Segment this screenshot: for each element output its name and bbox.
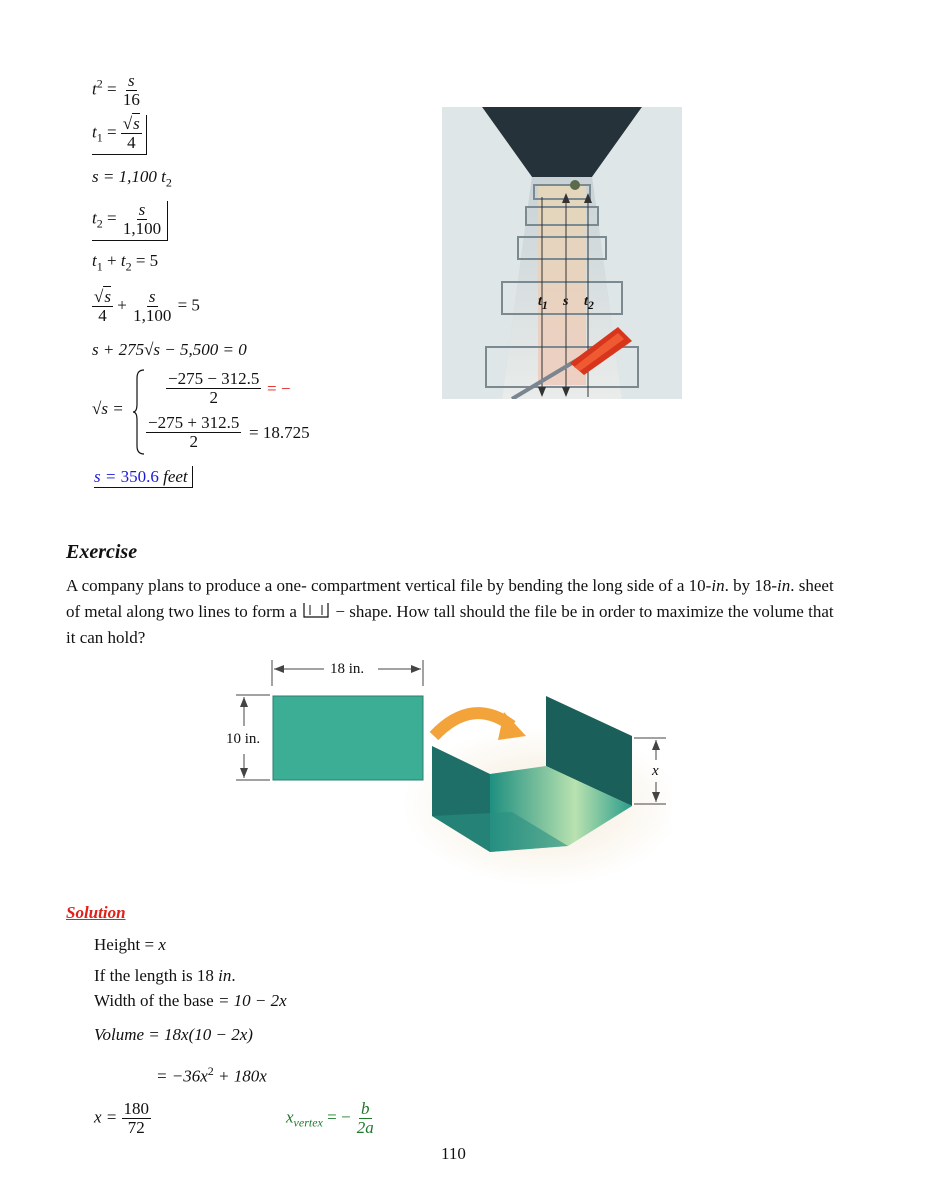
width-label: Width of the base xyxy=(94,991,214,1010)
frac-num: b xyxy=(361,1099,370,1118)
frac-den: 16 xyxy=(122,89,140,109)
length-unit: in xyxy=(218,966,232,985)
solution-length xyxy=(94,967,236,984)
x-lhs: x = xyxy=(94,1107,118,1127)
eq-sub: 2 xyxy=(96,216,103,231)
frac-den: 1,100 xyxy=(122,218,162,238)
frac-den: 4 xyxy=(98,305,107,325)
solution-heading: Solution xyxy=(66,903,126,922)
solution-height xyxy=(94,936,166,953)
frac-den: 72 xyxy=(127,1117,145,1137)
exercise-text xyxy=(66,573,836,651)
vertex-x: x xyxy=(286,1107,294,1127)
eq-plus: + xyxy=(117,295,127,315)
frac-den: 1,100 xyxy=(133,305,172,325)
frac-den: 2 xyxy=(209,387,218,407)
eq-sub: 2 xyxy=(125,259,132,274)
frac-num xyxy=(92,288,113,307)
answer-value: 350.6 xyxy=(120,467,159,486)
eq-t1 xyxy=(92,115,147,155)
vertex-fraction xyxy=(355,1100,376,1137)
curly-brace-icon xyxy=(132,368,146,456)
sqrt-arg: s xyxy=(133,114,140,133)
sheet-metal-illustration xyxy=(222,656,672,896)
eq-t-squared xyxy=(92,72,142,109)
solution-volume-expanded xyxy=(156,1065,267,1085)
frac-num: 180 xyxy=(123,1099,150,1118)
label-t2 xyxy=(584,295,594,311)
solution-x-value xyxy=(94,1100,151,1137)
solution-volume xyxy=(94,1026,253,1043)
frac-num: −275 − 312.5 xyxy=(168,369,260,388)
frac-num: s xyxy=(148,287,156,306)
length-post: . xyxy=(231,966,236,985)
frac-num xyxy=(121,115,142,134)
length-pre: If the length is 18 xyxy=(94,966,219,985)
answer-prefix: s = xyxy=(94,467,121,486)
case2-rhs: = 18.725 xyxy=(249,423,310,442)
case1-fraction xyxy=(166,370,261,407)
frac-num: s xyxy=(128,71,135,90)
eq-var: t xyxy=(92,251,97,270)
answer-box xyxy=(94,466,193,488)
label-t: t xyxy=(584,294,588,309)
vertex-eq: = − xyxy=(327,1107,351,1127)
cases-lhs: √s = xyxy=(92,399,124,418)
vertex-sub: vertex xyxy=(293,1115,323,1130)
height-var: x xyxy=(158,935,166,954)
exercise-text-3: . sheet of metal along two lines to form a xyxy=(66,576,834,621)
volume-rhs: = 18x(10 − 2x) xyxy=(148,1025,253,1044)
eq-var: t xyxy=(92,122,97,142)
answer-unit: feet xyxy=(163,467,188,486)
width-rhs: = 10 − 2x xyxy=(217,991,287,1010)
solution-width xyxy=(94,992,287,1009)
frac-den: 2 xyxy=(189,431,198,451)
eq-sign: = xyxy=(106,79,117,99)
eq-fraction xyxy=(121,115,142,152)
eq-t1-plus-t2 xyxy=(92,252,158,272)
eq-fraction xyxy=(131,288,173,325)
frac-num: −275 + 312.5 xyxy=(148,413,240,432)
sqrt-symbol: √ xyxy=(122,114,133,133)
sqrt-symbol: √ xyxy=(94,287,104,306)
exercise-unit-in: in xyxy=(777,576,791,595)
exercise-unit-in: in xyxy=(711,576,725,595)
vertex-formula xyxy=(286,1100,376,1137)
label-sub: 1 xyxy=(541,297,548,312)
label-sub: 2 xyxy=(587,297,594,312)
eq-plus: + xyxy=(106,251,117,270)
eq-fraction xyxy=(121,201,163,238)
volume2-rhs: = −36x xyxy=(156,1066,208,1086)
x-label: x xyxy=(652,763,659,779)
case2-fraction xyxy=(146,414,241,451)
sqrt-arg: s xyxy=(104,287,111,306)
eq-sign: = xyxy=(106,208,117,228)
eq-sub: 1 xyxy=(96,130,103,145)
figure-hallway xyxy=(442,107,682,399)
eq-var: t xyxy=(92,79,97,99)
eq-sign: = xyxy=(106,122,117,142)
volume-label: Volume xyxy=(94,1025,145,1044)
eq-fraction xyxy=(121,72,142,109)
height-eq: = xyxy=(144,935,159,954)
page-number: 110 xyxy=(441,1144,466,1163)
volume2-tail: + 180x xyxy=(213,1066,267,1086)
eq-rhs: = 5 xyxy=(135,251,159,270)
eq-quadratic-in-sqrt-s: s + 275√s − 5,500 = 0 xyxy=(92,340,247,359)
eq-sup: 2 xyxy=(96,76,103,91)
label-t1 xyxy=(538,295,548,311)
height-label: 10 in. xyxy=(226,731,261,747)
u-shape-icon xyxy=(301,601,331,619)
figure-sheet xyxy=(222,656,672,896)
eq-sub: 2 xyxy=(165,175,172,190)
exercise-text-2: . by 18- xyxy=(724,576,777,595)
label-s: s xyxy=(563,294,569,309)
label-t: t xyxy=(538,294,542,309)
exercise-heading: Exercise xyxy=(66,541,138,563)
height-label: Height xyxy=(94,935,141,954)
eq-sub: 1 xyxy=(96,259,103,274)
eq-fraction xyxy=(92,288,113,325)
exercise-text-1: A company plans to produce a one- compartment vertical file by bending the long side of a 10- xyxy=(66,576,712,595)
eq-var: t xyxy=(92,208,97,228)
frac-den: 4 xyxy=(127,132,136,152)
eq-s-1100t2 xyxy=(92,168,172,188)
eq-var: t xyxy=(120,251,126,270)
exercise-text-4: − shape. How tall should the file be in order to maximize the volume that it can hold? xyxy=(66,602,834,647)
eq-sum-fractions xyxy=(92,288,200,325)
hallway-illustration xyxy=(442,107,682,399)
volume2-sup: 2 xyxy=(207,1064,214,1078)
width-label: 18 in. xyxy=(330,661,365,677)
eq-rhs: = 5 xyxy=(177,295,200,315)
case1-rhs: = − xyxy=(267,379,291,398)
frac-num: s xyxy=(138,200,146,219)
eq-text: s = 1,100 t xyxy=(92,167,166,186)
frac-den: 2a xyxy=(356,1117,374,1137)
eq-t2 xyxy=(92,201,168,241)
x-fraction xyxy=(122,1100,152,1137)
